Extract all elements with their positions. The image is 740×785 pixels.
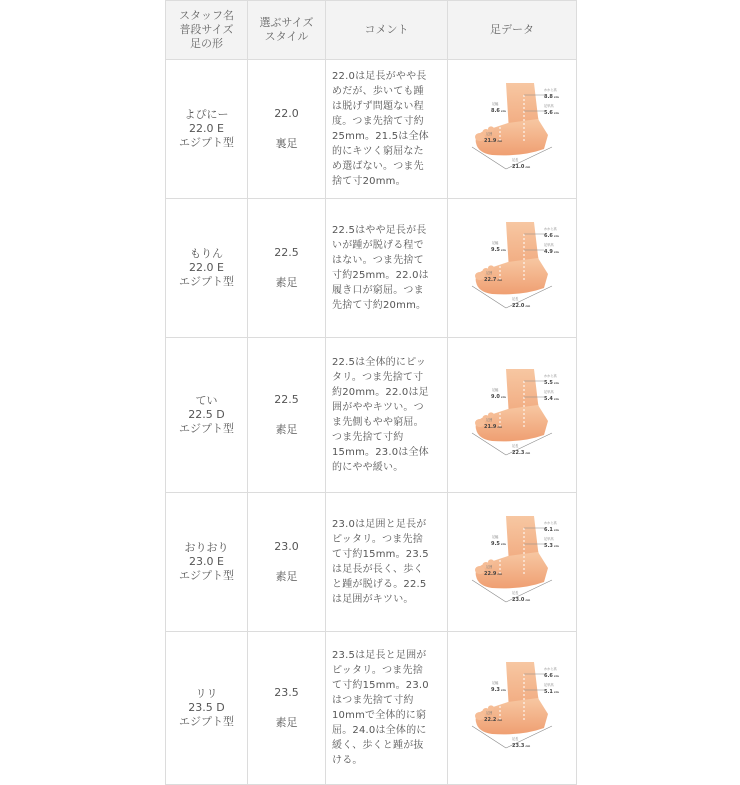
foot-diagram bbox=[462, 77, 562, 177]
comment-line: 度。つま先捨て寸約 bbox=[332, 116, 424, 127]
comment-line: ピッタリ。つま先捨 bbox=[332, 665, 423, 676]
comment-line: いが踵が脱げる程で bbox=[332, 240, 424, 251]
comment-line: ピッタリ。つま先捨 bbox=[332, 534, 423, 545]
table-header-row bbox=[166, 1, 577, 60]
header-size bbox=[248, 1, 326, 60]
foot-height-value: 6.6 cm bbox=[544, 233, 559, 239]
foot-data-cell bbox=[448, 493, 577, 632]
comment-line: て寸約15mm。23.5 bbox=[332, 549, 429, 560]
foot-diagram bbox=[462, 510, 562, 610]
width-caption: 足幅 bbox=[492, 102, 499, 106]
instep-caption: 足甲高 bbox=[544, 390, 554, 394]
header-staff bbox=[166, 1, 248, 60]
foot-instep-value: 5.3 cm bbox=[544, 543, 559, 549]
foot-width-value: 9.5 cm bbox=[491, 247, 506, 253]
instep-caption: 足甲高 bbox=[544, 104, 554, 108]
staff-usual-size: 22.0 E bbox=[189, 122, 224, 135]
foot-width-value: 9.5 cm bbox=[491, 541, 506, 547]
girth-caption: 足囲 bbox=[486, 565, 493, 569]
foot-instep-value: 5.4 cm bbox=[544, 396, 559, 402]
comment-line: 的にやや緩い。 bbox=[332, 462, 404, 473]
girth-caption: 足囲 bbox=[486, 418, 493, 422]
toe-shape bbox=[488, 705, 494, 710]
size-style-cell bbox=[248, 493, 326, 632]
table-row-2 bbox=[166, 199, 577, 338]
header-foot-data bbox=[448, 1, 577, 60]
comment-line: 履き口が窮屈。つま bbox=[332, 285, 424, 296]
staff-foot-shape: エジプト型 bbox=[179, 136, 234, 149]
girth-caption: 足囲 bbox=[486, 711, 493, 715]
comment-line: はない。つま先捨て bbox=[332, 255, 424, 266]
table-row-1 bbox=[166, 60, 577, 199]
comment-line: 約20mm。22.0は足 bbox=[332, 387, 429, 398]
comment-line: 23.0は足囲と足長が bbox=[332, 519, 427, 530]
comment-line: め選ばない。つま先 bbox=[332, 161, 424, 172]
staff-cell bbox=[166, 338, 248, 493]
comment-line: 23.5は足長と足囲が bbox=[332, 650, 427, 661]
comment-line: はつま先捨て寸約 bbox=[332, 695, 414, 706]
staff-cell bbox=[166, 493, 248, 632]
chosen-size: 22.5 bbox=[274, 246, 299, 259]
length-caption: 足長 bbox=[512, 591, 519, 595]
staff-name: てい bbox=[195, 394, 218, 407]
toe-shape bbox=[488, 559, 494, 564]
size-style-cell bbox=[248, 338, 326, 493]
width-caption: 足幅 bbox=[492, 241, 499, 245]
size-style-cell bbox=[248, 60, 326, 199]
foot-girth-value: 22.2 cm bbox=[484, 717, 503, 723]
comment-cell bbox=[326, 338, 448, 493]
height-caption: かかと高 bbox=[544, 88, 557, 92]
comment-line: つま先捨て寸約 bbox=[332, 432, 404, 443]
foot-length-value: 21.0 cm bbox=[512, 164, 531, 170]
wear-style: 素足 bbox=[275, 276, 298, 289]
instep-caption: 足甲高 bbox=[544, 243, 554, 247]
foot-data-cell bbox=[448, 338, 577, 493]
wear-style: 素足 bbox=[275, 570, 298, 583]
header-size-line1: 選ぶサイズ bbox=[259, 16, 314, 29]
foot-width-value: 8.6 cm bbox=[491, 108, 506, 114]
height-caption: かかと高 bbox=[544, 667, 557, 671]
length-caption: 足長 bbox=[512, 297, 519, 301]
foot-girth-value: 22.9 cm bbox=[484, 571, 503, 577]
wear-style: 素足 bbox=[275, 423, 298, 436]
comment-line: 15mm。23.0は全体 bbox=[332, 447, 429, 458]
foot-height-value: 5.5 cm bbox=[544, 380, 559, 386]
staff-usual-size: 23.0 E bbox=[189, 555, 224, 568]
foot-data-cell bbox=[448, 199, 577, 338]
comment-line: 22.5は全体的にピッ bbox=[332, 357, 427, 368]
comment-line: は脱げず問題ない程 bbox=[332, 101, 424, 112]
girth-caption: 足囲 bbox=[486, 271, 493, 275]
size-comparison-table bbox=[165, 0, 577, 785]
foot-width-value: 9.0 cm bbox=[491, 394, 506, 400]
staff-foot-shape: エジプト型 bbox=[179, 422, 234, 435]
width-caption: 足幅 bbox=[492, 535, 499, 539]
size-style-cell bbox=[248, 632, 326, 785]
width-caption: 足幅 bbox=[492, 388, 499, 392]
foot-height-value: 8.8 cm bbox=[544, 94, 559, 100]
foot-data-cell bbox=[448, 632, 577, 785]
comment-line: 22.0は足長がやや長 bbox=[332, 71, 427, 82]
toe-shape bbox=[488, 265, 494, 270]
comment-cell bbox=[326, 632, 448, 785]
comment-line: と踵が脱げる。22.5 bbox=[332, 579, 427, 590]
staff-name: もりん bbox=[190, 247, 223, 260]
comment-line: は足囲がキツい。 bbox=[332, 594, 414, 605]
comment-line: 10mmで全体的に窮 bbox=[332, 710, 427, 721]
chosen-size: 23.0 bbox=[274, 540, 299, 553]
foot-instep-value: 5.6 cm bbox=[544, 110, 559, 116]
length-caption: 足長 bbox=[512, 158, 519, 162]
staff-name: リリ bbox=[195, 687, 218, 700]
foot-instep-value: 5.1 cm bbox=[544, 689, 559, 695]
staff-foot-shape: エジプト型 bbox=[179, 569, 234, 582]
foot-length-value: 23.0 cm bbox=[512, 597, 531, 603]
size-style-cell bbox=[248, 199, 326, 338]
comment-line: めだが、歩いても踵 bbox=[332, 86, 424, 97]
instep-caption: 足甲高 bbox=[544, 537, 554, 541]
foot-girth-value: 21.9 cm bbox=[484, 424, 503, 430]
comment-cell bbox=[326, 493, 448, 632]
header-comment bbox=[326, 1, 448, 60]
foot-diagram bbox=[462, 656, 562, 756]
width-caption: 足幅 bbox=[492, 681, 499, 685]
foot-diagram bbox=[462, 216, 562, 316]
height-caption: かかと高 bbox=[544, 521, 557, 525]
table-row-5 bbox=[166, 632, 577, 785]
foot-width-value: 9.3 cm bbox=[491, 687, 506, 693]
comment-line: 22.5はやや足長が長 bbox=[332, 225, 427, 236]
chosen-size: 23.5 bbox=[274, 686, 299, 699]
comment-line: 捨て寸20mm。 bbox=[332, 176, 406, 187]
length-caption: 足長 bbox=[512, 737, 519, 741]
instep-caption: 足甲高 bbox=[544, 683, 554, 687]
comment-line: ける。 bbox=[332, 755, 363, 766]
comment-line: て寸約15mm。23.0 bbox=[332, 680, 429, 691]
table-row-4 bbox=[166, 493, 577, 632]
comment-line: 囲がややキツい。つ bbox=[332, 402, 424, 413]
size-comparison-table-container bbox=[165, 0, 576, 766]
staff-foot-shape: エジプト型 bbox=[179, 275, 234, 288]
length-caption: 足長 bbox=[512, 444, 519, 448]
staff-cell bbox=[166, 199, 248, 338]
toe-shape bbox=[488, 412, 494, 417]
foot-diagram bbox=[462, 363, 562, 463]
foot-length-value: 22.3 cm bbox=[512, 450, 531, 456]
staff-usual-size: 22.5 D bbox=[188, 408, 225, 421]
comment-line: タリ。つま先捨て寸 bbox=[332, 372, 424, 383]
foot-instep-value: 4.9 cm bbox=[544, 249, 559, 255]
header-staff-line2: 普段サイズ bbox=[179, 23, 234, 36]
comment-line: 的にキツく窮屈なた bbox=[332, 146, 424, 157]
foot-girth-value: 21.9 cm bbox=[484, 138, 503, 144]
chosen-size: 22.0 bbox=[274, 107, 299, 120]
wear-style: 裏足 bbox=[275, 137, 298, 150]
comment-line: ま先側もやや窮屈。 bbox=[332, 417, 424, 428]
comment-line: 屈。24.0は全体的に bbox=[332, 725, 427, 736]
staff-usual-size: 23.5 D bbox=[188, 701, 225, 714]
staff-foot-shape: エジプト型 bbox=[179, 715, 234, 728]
chosen-size: 22.5 bbox=[274, 393, 299, 406]
height-caption: かかと高 bbox=[544, 227, 557, 231]
girth-caption: 足囲 bbox=[486, 132, 493, 136]
toe-shape bbox=[488, 126, 494, 131]
header-foot-data-label: 足データ bbox=[490, 23, 534, 36]
foot-length-value: 23.3 cm bbox=[512, 743, 531, 749]
header-staff-line1: スタッフ名 bbox=[179, 9, 234, 22]
header-comment-label: コメント bbox=[364, 23, 409, 36]
staff-name: よぴにー bbox=[184, 108, 229, 121]
foot-length-value: 22.0 cm bbox=[512, 303, 531, 309]
comment-cell bbox=[326, 60, 448, 199]
comment-cell bbox=[326, 199, 448, 338]
staff-name: おりおり bbox=[184, 541, 229, 554]
staff-cell bbox=[166, 60, 248, 199]
foot-data-cell bbox=[448, 60, 577, 199]
foot-height-value: 6.6 cm bbox=[544, 673, 559, 679]
table-row-3 bbox=[166, 338, 577, 493]
staff-cell bbox=[166, 632, 248, 785]
header-staff-line3: 足の形 bbox=[190, 37, 223, 50]
comment-line: 緩く、歩くと踵が抜 bbox=[332, 740, 424, 751]
comment-line: は足長が長く、歩く bbox=[332, 564, 424, 575]
comment-line: 25mm。21.5は全体 bbox=[332, 131, 429, 142]
foot-girth-value: 22.7 cm bbox=[484, 277, 503, 283]
height-caption: かかと高 bbox=[544, 374, 557, 378]
comment-line: 先捨て寸約20mm。 bbox=[332, 300, 427, 311]
wear-style: 素足 bbox=[275, 716, 298, 729]
header-size-line2: スタイル bbox=[264, 30, 309, 43]
staff-usual-size: 22.0 E bbox=[189, 261, 224, 274]
foot-height-value: 6.1 cm bbox=[544, 527, 559, 533]
comment-line: 寸約25mm。22.0は bbox=[332, 270, 429, 281]
